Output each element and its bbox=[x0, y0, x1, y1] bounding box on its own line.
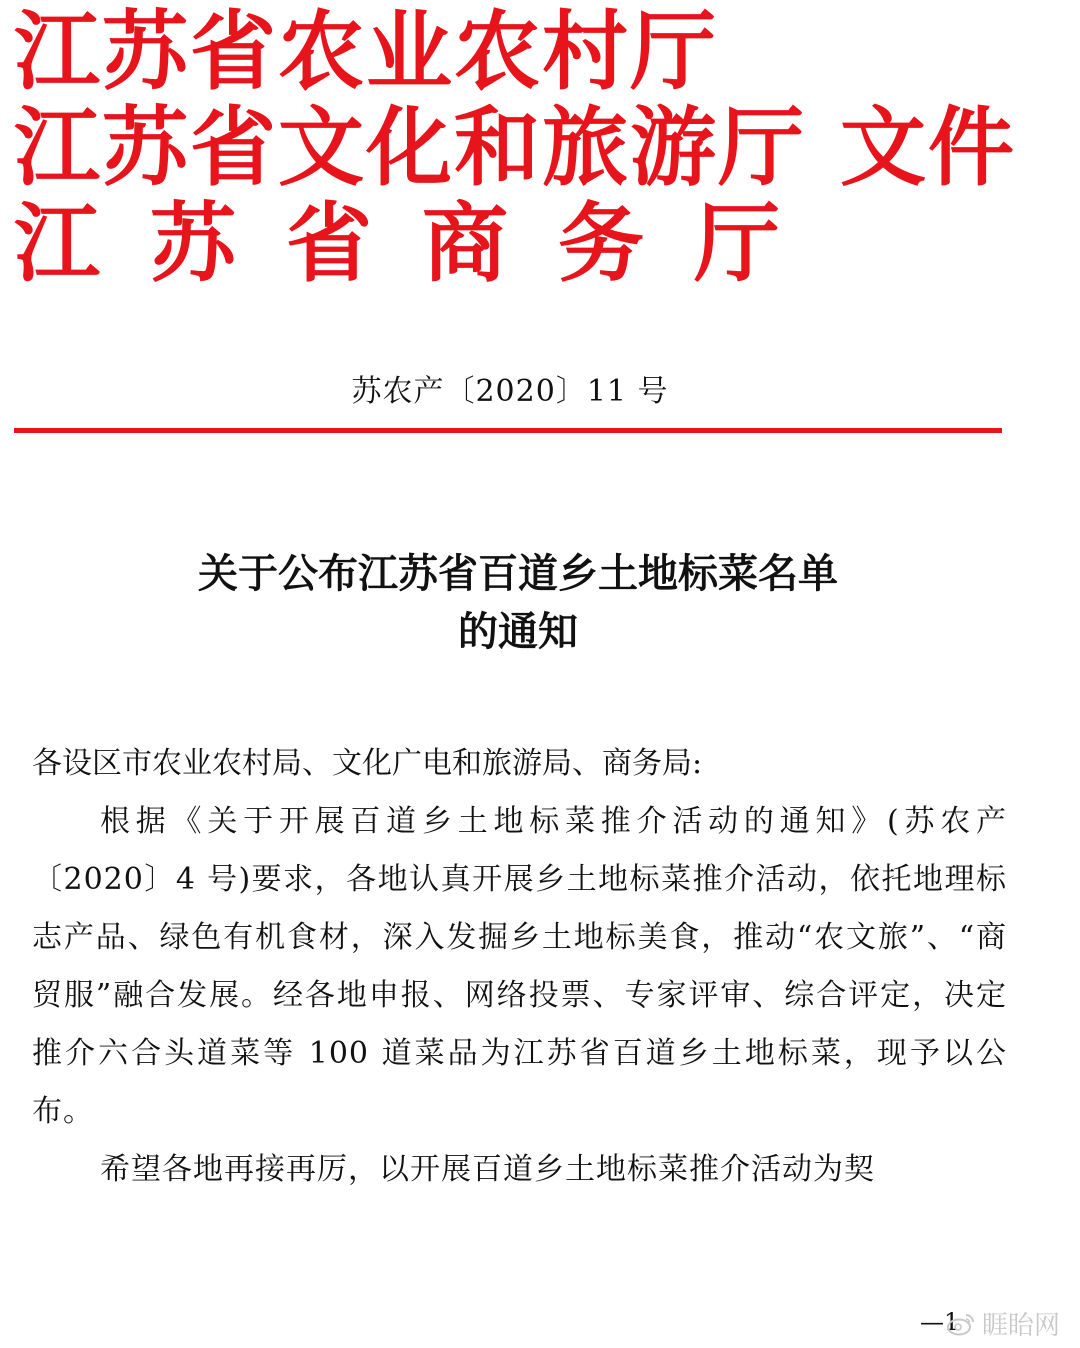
page-number: —1 bbox=[920, 1308, 960, 1336]
weibo-icon bbox=[946, 1312, 976, 1336]
notice-title bbox=[0, 545, 1036, 661]
body-paragraph-2: 希望各地再接再厉，以开展百道乡土地标菜推介活动为契 bbox=[100, 1152, 875, 1187]
notice-title-line-2: 的通知 bbox=[458, 609, 578, 655]
header-document-suffix: 文件 bbox=[840, 98, 1016, 198]
watermark bbox=[946, 1305, 1060, 1342]
red-divider bbox=[14, 428, 1002, 433]
body-paragraph-1: 根据《关于开展百道乡土地标菜推介活动的通知》(苏农产〔2020〕4 号)要求，各地认真开展乡土地标菜推介活动，依托地理标志产品、绿色有机食材，深入发掘乡土地标美食，推动“农文旅”、“商贸服”融合发展。经各地申报、网络投票、专家评审、综合评定，决定推介六合头道菜等 100 道菜品为江苏省百道乡土地标菜，现予以公布。 bbox=[32, 804, 1007, 1129]
header-agency-culture-tourism bbox=[14, 100, 1054, 196]
header-agency-commerce: 江苏省商务厅 bbox=[14, 194, 830, 294]
recipients-line: 各设区市农业农村局、文化广电和旅游局、商务局: bbox=[32, 746, 703, 781]
notice-title-line-1: 关于公布江苏省百道乡土地标菜名单 bbox=[198, 551, 838, 597]
document-number: 苏农产〔2020〕11 号 bbox=[351, 374, 669, 409]
document-header bbox=[14, 4, 1054, 292]
watermark-text: 睚眙网 bbox=[982, 1311, 1061, 1341]
header-agency-culture-tourism-name: 江苏省文化和旅游厅 bbox=[14, 98, 806, 198]
header-agency-agriculture: 江苏省农业农村厅 bbox=[14, 2, 718, 102]
notice-body bbox=[32, 735, 1007, 1199]
